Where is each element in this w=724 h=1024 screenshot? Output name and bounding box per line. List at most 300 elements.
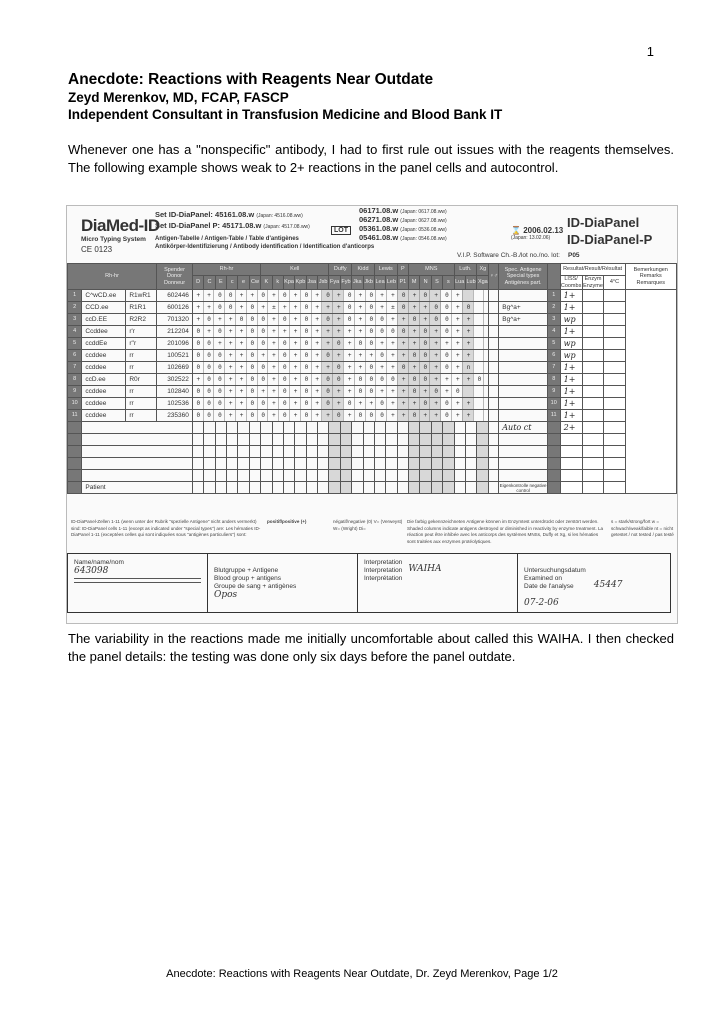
table-cell bbox=[547, 422, 560, 434]
table-cell bbox=[249, 422, 260, 434]
antigen-header: Lub bbox=[465, 276, 476, 290]
table-cell bbox=[465, 434, 476, 446]
antigen-reactions: 000++0++0+0+0++++0++00+0++ bbox=[192, 350, 489, 362]
table-cell bbox=[272, 482, 283, 494]
antigen-header: P1 bbox=[397, 276, 408, 290]
table-cell bbox=[489, 398, 499, 410]
table-cell bbox=[352, 434, 363, 446]
special-types bbox=[499, 410, 548, 422]
table-cell bbox=[560, 446, 582, 458]
table-cell bbox=[443, 422, 454, 434]
table-cell bbox=[227, 470, 238, 482]
table-cell bbox=[82, 458, 193, 470]
antigen-reactions: +00++00+0+0+00+0000+00++++0 bbox=[192, 374, 489, 386]
rh-phenotype: rr bbox=[126, 350, 157, 362]
rh-phenotype: rr bbox=[126, 398, 157, 410]
table-cell bbox=[409, 422, 420, 434]
special-types-header: Spec. Antigene Special types Antigènes part. bbox=[499, 264, 548, 290]
table-cell bbox=[420, 446, 431, 458]
table-cell bbox=[386, 470, 397, 482]
table-cell bbox=[329, 446, 340, 458]
table-cell bbox=[238, 482, 249, 494]
cell-number: 7 bbox=[68, 362, 82, 374]
table-cell bbox=[215, 458, 226, 470]
table-cell bbox=[397, 482, 408, 494]
table-cell bbox=[499, 434, 548, 446]
cell-number: 8 bbox=[547, 374, 560, 386]
table-cell bbox=[374, 458, 385, 470]
special-types bbox=[499, 290, 548, 302]
antigen-group-header: Lewis bbox=[374, 264, 397, 276]
cell-number: 9 bbox=[547, 386, 560, 398]
table-cell bbox=[329, 482, 340, 494]
legend-enzyme: Die farbig gekennzeichneten Antigene können im Enzymtest unterdrückt oder zerstört werden. Shaded columns indicate antigens destroyed or diminished in reactivity by enzyme treatment. La réaction peut être inhibée avec les anticorps des systèmes MNSs, Duffy et Xg, si les hématies sont traitées aux enzymes protéolytiques. bbox=[407, 519, 604, 544]
table-cell bbox=[604, 398, 625, 410]
antigen-header: Kpa bbox=[283, 276, 294, 290]
table-cell bbox=[454, 422, 465, 434]
table-cell bbox=[489, 374, 499, 386]
table-cell bbox=[582, 422, 604, 434]
antigen-header: Jsa bbox=[306, 276, 317, 290]
liss-result: wp bbox=[560, 314, 582, 326]
donor-number: 102536 bbox=[157, 398, 193, 410]
antigen-header: s bbox=[443, 276, 454, 290]
table-cell bbox=[489, 482, 499, 494]
legend-cells: ID-DiaPanel-Zellen 1-11 (wenn unter der Rubrik "spezielle Antigene" nicht anders vermerkt) sind: ID-DiaPanel cells 1-11 (except as indicated under "special types") are: Les hématies ID-DiaPanel 1-11 (exceptées celles qui sont indiquées sous "antigènes particuliers") sont: bbox=[71, 519, 261, 537]
sex-header: ♀♂ bbox=[489, 264, 499, 290]
cell-number: 9 bbox=[68, 386, 82, 398]
table-cell bbox=[261, 446, 272, 458]
table-cell bbox=[420, 482, 431, 494]
special-types: Bg^a+ bbox=[499, 302, 548, 314]
table-cell bbox=[204, 470, 215, 482]
table-cell bbox=[547, 264, 560, 290]
liss-result: 1+ bbox=[560, 302, 582, 314]
document-title: Anecdote: Reactions with Reagents Near Outdate bbox=[68, 71, 434, 88]
table-cell bbox=[204, 482, 215, 494]
table-cell bbox=[261, 422, 272, 434]
donor-number: 235360 bbox=[157, 410, 193, 422]
table-cell bbox=[420, 434, 431, 446]
table-cell bbox=[604, 458, 625, 470]
table-cell bbox=[249, 470, 260, 482]
table-cell bbox=[489, 314, 499, 326]
table-cell bbox=[582, 338, 604, 350]
rh-genotype: ccddee bbox=[82, 410, 126, 422]
table-cell bbox=[582, 410, 604, 422]
table-cell bbox=[295, 434, 306, 446]
expiry-date: ⌛ 2006.02.13 (Japan: 13.02.06) bbox=[511, 226, 564, 241]
antigen-group-header: MNS bbox=[409, 264, 455, 276]
table-cell bbox=[397, 470, 408, 482]
liss-result: 1+ bbox=[560, 326, 582, 338]
table-cell bbox=[604, 470, 625, 482]
table-cell bbox=[68, 458, 677, 470]
blood-group-box: Blutgruppe + Antigene Blood group + antigens Groupe de sang + antigènes Opos bbox=[208, 554, 358, 612]
table-cell bbox=[604, 422, 625, 434]
cell-number: 5 bbox=[547, 338, 560, 350]
table-cell bbox=[489, 446, 499, 458]
table-cell bbox=[431, 470, 442, 482]
table-cell bbox=[604, 374, 625, 386]
table-cell bbox=[443, 434, 454, 446]
cell-number: 8 bbox=[68, 374, 82, 386]
antigen-reactions: ++00+0+±++0+++0+0+±0++00+0 bbox=[192, 302, 489, 314]
table-cell bbox=[489, 386, 499, 398]
antigen-header: Leb bbox=[386, 276, 397, 290]
table-cell bbox=[465, 422, 476, 434]
cell-number: 6 bbox=[547, 350, 560, 362]
table-cell bbox=[397, 446, 408, 458]
panel-cell-row bbox=[68, 290, 677, 302]
antigen-reactions: 000++00+0+0++0++0++0+0+0+n bbox=[192, 362, 489, 374]
special-types bbox=[499, 386, 548, 398]
table-cell bbox=[397, 458, 408, 470]
cell-number: 5 bbox=[68, 338, 82, 350]
table-cell bbox=[499, 446, 548, 458]
table-cell bbox=[68, 434, 677, 446]
table-cell bbox=[489, 338, 499, 350]
table-cell bbox=[489, 422, 499, 434]
panel-cell-row bbox=[68, 410, 677, 422]
liss-result: 1+ bbox=[560, 374, 582, 386]
table-cell bbox=[582, 446, 604, 458]
conclusion-paragraph: The variability in the reactions made me initially uncomfortable about called this WAIHA. I then checked the panel details: the testing was done only six days before the panel outdate. bbox=[68, 631, 674, 664]
lot-numbers bbox=[359, 207, 447, 243]
table-cell bbox=[82, 446, 193, 458]
table-cell bbox=[604, 434, 625, 446]
table-cell bbox=[477, 434, 489, 446]
table-cell bbox=[192, 470, 203, 482]
table-cell bbox=[582, 314, 604, 326]
table-cell bbox=[215, 482, 226, 494]
antigen-group-header: Kell bbox=[261, 264, 329, 276]
table-cell bbox=[215, 422, 226, 434]
antigen-group-header: Kidd bbox=[352, 264, 375, 276]
panel-cell-row bbox=[68, 374, 677, 386]
cell-number: 4 bbox=[547, 326, 560, 338]
cell-number: 11 bbox=[547, 410, 560, 422]
table-cell bbox=[261, 470, 272, 482]
result-header: Resultat/Result/Résultat bbox=[560, 264, 625, 276]
table-cell bbox=[489, 458, 499, 470]
table-cell bbox=[192, 446, 203, 458]
antigen-header: Fyb bbox=[340, 276, 351, 290]
table-cell bbox=[604, 410, 625, 422]
table-cell bbox=[68, 482, 677, 494]
rh-genotype: CCD.ee bbox=[82, 302, 126, 314]
table-cell bbox=[386, 458, 397, 470]
table-cell bbox=[582, 386, 604, 398]
table-cell bbox=[499, 458, 548, 470]
panel-cell-row bbox=[68, 314, 677, 326]
table-cell bbox=[306, 446, 317, 458]
antigen-header: c bbox=[227, 276, 238, 290]
table-cell bbox=[582, 470, 604, 482]
table-cell bbox=[238, 470, 249, 482]
table-cell bbox=[582, 482, 604, 494]
table-cell bbox=[604, 290, 625, 302]
table-cell bbox=[215, 470, 226, 482]
table-cell bbox=[283, 434, 294, 446]
table-cell bbox=[204, 422, 215, 434]
remarks-header: Bemerkungen Remarks Remarques bbox=[625, 264, 676, 290]
legend-negative: négatif/negative (0) V= (Verweyst) W= (Wright) Di= bbox=[333, 519, 403, 531]
antigen-header: Jsb bbox=[318, 276, 329, 290]
table-cell bbox=[477, 446, 489, 458]
table-cell bbox=[489, 362, 499, 374]
liss-result: wp bbox=[560, 338, 582, 350]
table-cell bbox=[582, 458, 604, 470]
table-cell bbox=[443, 446, 454, 458]
rh-phenotype: r''r bbox=[126, 338, 157, 350]
table-cell bbox=[306, 470, 317, 482]
antigram-table bbox=[67, 263, 677, 494]
table-cell bbox=[272, 446, 283, 458]
table-cell bbox=[409, 482, 420, 494]
table-cell bbox=[582, 326, 604, 338]
result-boxes bbox=[67, 553, 671, 613]
table-cell bbox=[295, 470, 306, 482]
table-cell bbox=[477, 422, 489, 434]
table-cell bbox=[431, 482, 442, 494]
table-cell bbox=[352, 482, 363, 494]
table-title: Antigen-Tabelle / Antigen-Table / Table d'antigènes bbox=[155, 236, 299, 242]
table-cell bbox=[204, 434, 215, 446]
antigen-header: Xga bbox=[477, 276, 489, 290]
donor-number: 212204 bbox=[157, 326, 193, 338]
antigen-header: M bbox=[409, 276, 420, 290]
table-cell bbox=[397, 434, 408, 446]
table-cell bbox=[227, 422, 238, 434]
antigen-header: K bbox=[261, 276, 272, 290]
antigen-header: Jka bbox=[352, 276, 363, 290]
antigen-header: Lea bbox=[374, 276, 385, 290]
rh-phenotype: r'r bbox=[126, 326, 157, 338]
table-cell bbox=[82, 422, 193, 434]
table-cell bbox=[318, 482, 329, 494]
author: Zeyd Merenkov, MD, FCAP, FASCP bbox=[68, 90, 289, 105]
table-cell bbox=[582, 374, 604, 386]
rh-genotype: ccddEe bbox=[82, 338, 126, 350]
set-info: Set ID-DiaPanel: 45161.08.w (Japan: 4516.08.ww) Set ID-DiaPanel P: 45171.08.w (Japan: 4517.08.ww) Antigen-Tabelle / Antigen-Table / Table d'antigènes Antikörper-Identifizierung / Antibody identification / Identification d'anticorps bbox=[155, 210, 375, 250]
table-cell bbox=[340, 434, 351, 446]
affiliation: Independent Consultant in Transfusion Medicine and Blood Bank IT bbox=[68, 107, 503, 122]
table-cell bbox=[68, 458, 82, 470]
table-cell bbox=[352, 458, 363, 470]
rh-phenotype: R2R2 bbox=[126, 314, 157, 326]
table-cell bbox=[431, 458, 442, 470]
table-cell bbox=[68, 264, 677, 276]
table-cell bbox=[68, 482, 82, 494]
panel-cell-row bbox=[68, 338, 677, 350]
table-cell bbox=[272, 434, 283, 446]
panel-cell-row bbox=[68, 362, 677, 374]
table-cell bbox=[340, 446, 351, 458]
table-cell bbox=[329, 422, 340, 434]
table-cell bbox=[363, 482, 374, 494]
table-cell bbox=[409, 470, 420, 482]
table-cell bbox=[454, 470, 465, 482]
rh-genotype: ccddee bbox=[82, 386, 126, 398]
table-cell bbox=[363, 434, 374, 446]
antigen-reactions: 000++00+0+0++0+000++0++0++ bbox=[192, 410, 489, 422]
special-types bbox=[499, 338, 548, 350]
table-cell bbox=[409, 458, 420, 470]
table-cell bbox=[283, 482, 294, 494]
antigen-reactions: 000++00+0+0+0+0++0+++0+0++ bbox=[192, 398, 489, 410]
table-cell bbox=[329, 458, 340, 470]
antigen-reactions: 00+++00+0+0++0+00++++0++++ bbox=[192, 338, 489, 350]
table-cell bbox=[227, 434, 238, 446]
table-cell bbox=[272, 422, 283, 434]
rh-phenotype: rr bbox=[126, 362, 157, 374]
donor-number: 100521 bbox=[157, 350, 193, 362]
liss-result: 1+ bbox=[560, 410, 582, 422]
lot-number: 06271.08.w (Japan: 0627.08.ww) bbox=[359, 215, 447, 224]
enzyme-header: Enzym Enzyme bbox=[583, 276, 603, 289]
logo-text: DiaMed-ID bbox=[81, 216, 160, 235]
table-cell bbox=[454, 446, 465, 458]
table-cell bbox=[386, 422, 397, 434]
table-cell bbox=[249, 482, 260, 494]
antigen-group-header: Rh-hr bbox=[192, 264, 260, 276]
table-cell bbox=[560, 482, 582, 494]
interpretation-box: Interpretation Interpretation Interprétation WAIHA bbox=[358, 554, 518, 612]
rh-genotype: ccD.EE bbox=[82, 314, 126, 326]
antigen-reactions: +0++000+0+0+0+0+00++0+00++ bbox=[192, 314, 489, 326]
special-types bbox=[499, 362, 548, 374]
table-cell bbox=[192, 458, 203, 470]
table-cell bbox=[386, 482, 397, 494]
liss-result: 1+ bbox=[560, 290, 582, 302]
antigen-group-header: P bbox=[397, 264, 408, 276]
table-cell bbox=[295, 482, 306, 494]
table-cell bbox=[409, 446, 420, 458]
legend-positive: positif/positive (+) bbox=[267, 519, 307, 524]
table-cell bbox=[192, 482, 203, 494]
rh-phenotype: R0r bbox=[126, 374, 157, 386]
table-cell bbox=[68, 422, 82, 434]
table-cell bbox=[215, 446, 226, 458]
table-cell bbox=[272, 470, 283, 482]
table-cell bbox=[560, 470, 582, 482]
table-cell bbox=[340, 458, 351, 470]
table-cell bbox=[374, 434, 385, 446]
lot-number: 05461.08.w (Japan: 0546.08.ww) bbox=[359, 233, 447, 242]
table-cell bbox=[397, 422, 408, 434]
cell-number: 10 bbox=[547, 398, 560, 410]
rh-genotype: C^wCD.ee bbox=[82, 290, 126, 302]
table-cell bbox=[489, 326, 499, 338]
rh-genotype: ccD.ee bbox=[82, 374, 126, 386]
rhhr-header: Rh-hr bbox=[68, 264, 157, 290]
cold-header: 4°C bbox=[604, 276, 625, 290]
table-cell bbox=[306, 482, 317, 494]
table-cell bbox=[604, 326, 625, 338]
page-number: 1 bbox=[646, 44, 654, 59]
logo-subtitle: Micro Typing System bbox=[81, 236, 146, 243]
table-cell bbox=[420, 422, 431, 434]
table-cell bbox=[547, 470, 560, 482]
brand-title: ID-DiaPanel ID-DiaPanel-P bbox=[567, 215, 653, 247]
table-cell bbox=[238, 434, 249, 446]
hourglass-icon: ⌛ bbox=[511, 226, 521, 235]
table-cell bbox=[295, 458, 306, 470]
table-cell bbox=[547, 482, 560, 494]
table-cell bbox=[386, 434, 397, 446]
table-cell bbox=[204, 446, 215, 458]
table-cell bbox=[489, 350, 499, 362]
cell-number: 6 bbox=[68, 350, 82, 362]
cell-number: 1 bbox=[547, 290, 560, 302]
table-cell bbox=[272, 458, 283, 470]
ce-mark: CE 0123 bbox=[81, 245, 113, 254]
table-cell bbox=[386, 446, 397, 458]
rh-genotype: ccddee bbox=[82, 398, 126, 410]
table-cell bbox=[604, 350, 625, 362]
table-cell bbox=[318, 446, 329, 458]
table-cell bbox=[454, 482, 465, 494]
table-cell bbox=[295, 422, 306, 434]
table-cell bbox=[215, 434, 226, 446]
table-cell bbox=[318, 434, 329, 446]
table-cell bbox=[283, 422, 294, 434]
scanned-antigram-form bbox=[66, 205, 678, 624]
table-cell bbox=[582, 350, 604, 362]
lot-label: LOT bbox=[331, 226, 351, 235]
lot-number: 06171.08.w (Japan: 0617.08.ww) bbox=[359, 206, 447, 215]
patient-label: Patient bbox=[82, 482, 193, 494]
table-cell bbox=[261, 434, 272, 446]
panel-cell-row bbox=[68, 350, 677, 362]
autocontrol-label: Auto ct bbox=[499, 422, 548, 434]
table-cell bbox=[499, 470, 548, 482]
donor-number: 600126 bbox=[157, 302, 193, 314]
donor-number: 302522 bbox=[157, 374, 193, 386]
table-cell bbox=[318, 458, 329, 470]
cell-number: 3 bbox=[547, 314, 560, 326]
donor-header: Spender Donor Donneur bbox=[157, 264, 193, 290]
table-cell bbox=[489, 434, 499, 446]
panel-cell-row bbox=[68, 398, 677, 410]
table-cell bbox=[582, 362, 604, 374]
table-cell bbox=[431, 446, 442, 458]
table-cell bbox=[261, 482, 272, 494]
table-cell bbox=[238, 446, 249, 458]
table-cell bbox=[204, 458, 215, 470]
table-cell bbox=[306, 434, 317, 446]
donor-number: 102669 bbox=[157, 362, 193, 374]
table-cell bbox=[489, 470, 499, 482]
cell-number: 1 bbox=[68, 290, 82, 302]
panel-cell-row bbox=[68, 326, 677, 338]
antigen-reactions: ++00++0+0+0+0+0+0++0+0+0+ bbox=[192, 290, 489, 302]
table-cell bbox=[261, 458, 272, 470]
table-cell bbox=[374, 422, 385, 434]
cell-number: 4 bbox=[68, 326, 82, 338]
antigen-header: C bbox=[204, 276, 215, 290]
table-cell bbox=[547, 434, 560, 446]
table-cell bbox=[604, 386, 625, 398]
table-cell bbox=[318, 422, 329, 434]
rh-genotype: ccddee bbox=[82, 350, 126, 362]
rh-genotype: ccddee bbox=[82, 362, 126, 374]
table-cell bbox=[295, 446, 306, 458]
liss-result: 1+ bbox=[560, 398, 582, 410]
table-cell bbox=[329, 434, 340, 446]
table-cell bbox=[249, 458, 260, 470]
